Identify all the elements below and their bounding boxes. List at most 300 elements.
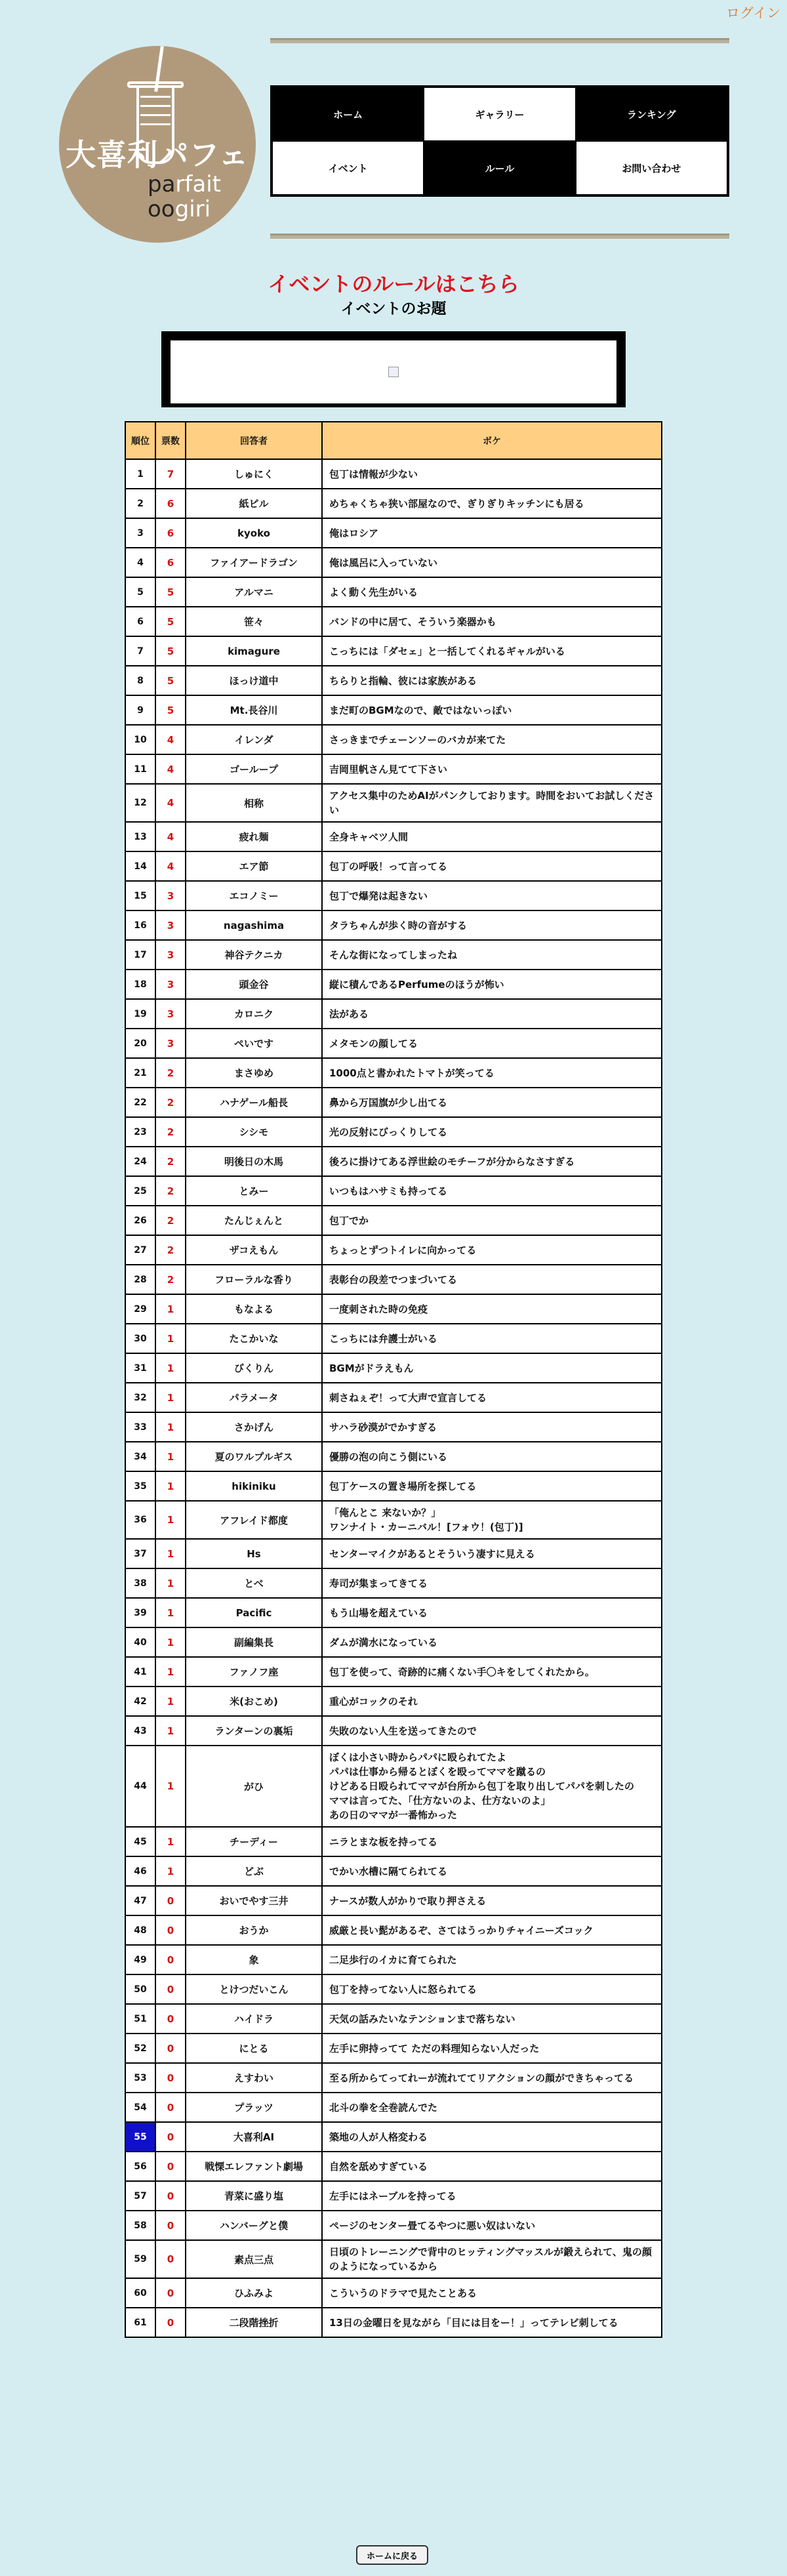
login-link[interactable]: ログイン xyxy=(726,5,780,21)
rank-cell: 12 xyxy=(125,784,155,822)
votes-cell: 1 xyxy=(155,1324,186,1353)
boke-cell: 日頃のトレーニングで背中のヒッティングマッスルが鍛えられて、鬼の顔のようになっているから xyxy=(322,2240,662,2278)
votes-cell: 1 xyxy=(155,1598,186,1627)
votes-cell: 1 xyxy=(155,1383,186,1412)
boke-cell: 北斗の拳を全巻読んでた xyxy=(322,2093,662,2122)
votes-cell: 0 xyxy=(155,2152,186,2181)
name-cell: チーディー xyxy=(186,1827,322,1856)
table-row xyxy=(125,636,662,666)
name-cell: にとる xyxy=(186,2034,322,2063)
boke-cell: こういうのドラマで見たことある xyxy=(322,2278,662,2308)
nav-ranking[interactable]: ランキング xyxy=(576,87,727,141)
table-row xyxy=(125,940,662,970)
name-cell: おいでやす三井 xyxy=(186,1886,322,1915)
boke-cell: BGMがドラえもん xyxy=(322,1353,662,1383)
back-home-button[interactable]: ホームに戻る xyxy=(356,2545,428,2565)
rank-cell: 6 xyxy=(125,607,155,636)
rank-cell: 16 xyxy=(125,910,155,940)
votes-cell: 4 xyxy=(155,784,186,822)
votes-cell: 1 xyxy=(155,1827,186,1856)
rank-cell: 15 xyxy=(125,881,155,910)
boke-cell: 優勝の泡の向こう側にいる xyxy=(322,1442,662,1471)
table-row xyxy=(125,784,662,822)
table-row xyxy=(125,1471,662,1501)
boke-cell: メタモンの顔してる xyxy=(322,1029,662,1058)
votes-cell: 0 xyxy=(155,2308,186,2337)
table-row xyxy=(125,1353,662,1383)
boke-cell: 表彰台の段差でつまづいてる xyxy=(322,1265,662,1294)
rank-cell: 4 xyxy=(125,548,155,577)
name-cell: えすわい xyxy=(186,2063,322,2093)
rank-cell: 3 xyxy=(125,518,155,548)
rank-cell: 25 xyxy=(125,1176,155,1206)
table-row xyxy=(125,1915,662,1945)
table-row xyxy=(125,2308,662,2337)
votes-cell: 1 xyxy=(155,1657,186,1687)
table-row xyxy=(125,725,662,754)
votes-cell: 2 xyxy=(155,1088,186,1117)
boke-cell: アクセス集中のためAIがパンクしております。時間をおいてお試しください xyxy=(322,784,662,822)
votes-cell: 5 xyxy=(155,695,186,725)
boke-cell: 寿司が集まってきてる xyxy=(322,1568,662,1598)
table-row xyxy=(125,1856,662,1886)
boke-cell: 一度刺された時の免疫 xyxy=(322,1294,662,1324)
boke-cell: 吉岡里帆さん見てて下さい xyxy=(322,754,662,784)
table-row xyxy=(125,2034,662,2063)
boke-cell: 法がある xyxy=(322,999,662,1029)
rank-cell: 17 xyxy=(125,940,155,970)
table-row xyxy=(125,1412,662,1442)
votes-cell: 1 xyxy=(155,1687,186,1716)
votes-cell: 4 xyxy=(155,851,186,881)
logo-sub-1a: pa xyxy=(148,171,176,197)
broken-image-icon xyxy=(388,367,399,377)
rank-cell: 51 xyxy=(125,2004,155,2034)
boke-cell: ちょっとずつトイレに向かってる xyxy=(322,1235,662,1265)
votes-cell: 0 xyxy=(155,2004,186,2034)
votes-cell: 3 xyxy=(155,881,186,910)
rank-cell: 34 xyxy=(125,1442,155,1471)
name-cell: 素点三点 xyxy=(186,2240,322,2278)
boke-cell: 左手に卵持ってて ただの料理知らない人だった xyxy=(322,2034,662,2063)
name-cell: たんじぇんと xyxy=(186,1206,322,1235)
rank-cell: 28 xyxy=(125,1265,155,1294)
boke-cell: ニラとまな板を持ってる xyxy=(322,1827,662,1856)
rank-cell: 7 xyxy=(125,636,155,666)
boke-cell: 至る所からてってれーが流れててリアクションの顔ができちゃってる xyxy=(322,2063,662,2093)
name-cell: kimagure xyxy=(186,636,322,666)
boke-cell: 包丁を持ってない人に怒られてる xyxy=(322,1974,662,2004)
divider-top xyxy=(270,38,729,43)
table-row xyxy=(125,2240,662,2278)
name-cell: 頭金谷 xyxy=(186,970,322,999)
name-cell: ハンバーグと僕 xyxy=(186,2211,322,2240)
votes-cell: 3 xyxy=(155,999,186,1029)
table-row xyxy=(125,2122,662,2152)
rank-cell: 40 xyxy=(125,1627,155,1657)
name-cell: 戦慄エレファント劇場 xyxy=(186,2152,322,2181)
name-cell: とみー xyxy=(186,1176,322,1206)
votes-cell: 0 xyxy=(155,2181,186,2211)
boke-cell: 重心がコックのそれ xyxy=(322,1687,662,1716)
votes-cell: 0 xyxy=(155,2034,186,2063)
boke-cell: 失敗のない人生を送ってきたので xyxy=(322,1716,662,1746)
table-row xyxy=(125,1206,662,1235)
rank-cell: 23 xyxy=(125,1117,155,1147)
name-cell: 副編集長 xyxy=(186,1627,322,1657)
rank-cell: 49 xyxy=(125,1945,155,1974)
table-row xyxy=(125,1176,662,1206)
votes-cell: 1 xyxy=(155,1353,186,1383)
boke-cell: 築地の人が人格変わる xyxy=(322,2122,662,2152)
name-cell: ひふみよ xyxy=(186,2278,322,2308)
table-row xyxy=(125,1442,662,1471)
rank-cell: 43 xyxy=(125,1716,155,1746)
name-cell: ザコえもん xyxy=(186,1235,322,1265)
rank-cell: 52 xyxy=(125,2034,155,2063)
rank-cell: 56 xyxy=(125,2152,155,2181)
boke-cell: 包丁でか xyxy=(322,1206,662,1235)
table-row xyxy=(125,1265,662,1294)
nav-rules[interactable]: ルール xyxy=(424,141,575,195)
votes-cell: 5 xyxy=(155,666,186,695)
name-cell: ぺいです xyxy=(186,1029,322,1058)
table-row xyxy=(125,607,662,636)
votes-cell: 1 xyxy=(155,1412,186,1442)
boke-cell: こっちには「ダセェ」と一括してくれるギャルがいる xyxy=(322,636,662,666)
boke-cell: こっちには弁護士がいる xyxy=(322,1324,662,1353)
votes-cell: 0 xyxy=(155,2278,186,2308)
name-cell: 明後日の木馬 xyxy=(186,1147,322,1176)
boke-cell: タラちゃんが歩く時の音がする xyxy=(322,910,662,940)
rank-cell: 58 xyxy=(125,2211,155,2240)
rank-cell: 53 xyxy=(125,2063,155,2093)
name-cell: アルマニ xyxy=(186,577,322,607)
rank-cell: 42 xyxy=(125,1687,155,1716)
boke-cell: 二足歩行のイカに育てられた xyxy=(322,1945,662,1974)
rank-cell: 26 xyxy=(125,1206,155,1235)
rank-cell: 37 xyxy=(125,1539,155,1568)
name-cell: がひ xyxy=(186,1746,322,1827)
rank-cell: 35 xyxy=(125,1471,155,1501)
name-cell: もなよる xyxy=(186,1294,322,1324)
votes-cell: 3 xyxy=(155,910,186,940)
name-cell: 夏のワルプルギス xyxy=(186,1442,322,1471)
rank-cell: 20 xyxy=(125,1029,155,1058)
site-logo[interactable] xyxy=(59,46,256,243)
votes-cell: 6 xyxy=(155,548,186,577)
table-row xyxy=(125,1117,662,1147)
table-row xyxy=(125,910,662,940)
table-row xyxy=(125,1598,662,1627)
boke-cell: 包丁で爆発は起きない xyxy=(322,881,662,910)
table-row xyxy=(125,1746,662,1827)
rank-cell: 18 xyxy=(125,970,155,999)
boke-cell: いつもはハサミも持ってる xyxy=(322,1176,662,1206)
table-row xyxy=(125,1324,662,1353)
boke-cell: 13日の金曜日を見ながら「目には目をー！」ってテレビ刺してる xyxy=(322,2308,662,2337)
table-row xyxy=(125,970,662,999)
table-row xyxy=(125,1657,662,1687)
boke-cell: サハラ砂漠がでかすぎる xyxy=(322,1412,662,1442)
rank-cell: 32 xyxy=(125,1383,155,1412)
votes-cell: 0 xyxy=(155,1915,186,1945)
name-cell: しゅにく xyxy=(186,459,322,489)
boke-cell: 自然を舐めすぎている xyxy=(322,2152,662,2181)
votes-cell: 1 xyxy=(155,1294,186,1324)
name-cell: たこかいな xyxy=(186,1324,322,1353)
name-cell: まさゆめ xyxy=(186,1058,322,1088)
name-cell: ハナゲール船長 xyxy=(186,1088,322,1117)
table-row xyxy=(125,2004,662,2034)
main-nav xyxy=(270,85,729,197)
boke-cell: 「俺んとこ 来ないか？」 ワンナイト・カーニバル！[フォウ！(包丁)] xyxy=(322,1501,662,1539)
boke-cell: 鼻から万国旗が少し出てる xyxy=(322,1088,662,1117)
votes-cell: 0 xyxy=(155,2122,186,2152)
votes-cell: 0 xyxy=(155,1886,186,1915)
name-cell: アフレイド都度 xyxy=(186,1501,322,1539)
rank-cell: 45 xyxy=(125,1827,155,1856)
table-row xyxy=(125,489,662,518)
votes-cell: 1 xyxy=(155,1471,186,1501)
header-votes: 票数 xyxy=(155,422,186,459)
votes-cell: 0 xyxy=(155,1974,186,2004)
logo-sub-1b: rfait xyxy=(175,171,221,197)
name-cell: とけつだいこん xyxy=(186,1974,322,2004)
rank-cell: 50 xyxy=(125,1974,155,2004)
name-cell: 神谷テクニカ xyxy=(186,940,322,970)
name-cell: エア節 xyxy=(186,851,322,881)
votes-cell: 1 xyxy=(155,1856,186,1886)
boke-cell: そんな街になってしまったね xyxy=(322,940,662,970)
votes-cell: 2 xyxy=(155,1147,186,1176)
votes-cell: 7 xyxy=(155,459,186,489)
name-cell: シシモ xyxy=(186,1117,322,1147)
rank-cell: 46 xyxy=(125,1856,155,1886)
name-cell: nagashima xyxy=(186,910,322,940)
event-rules-link[interactable]: イベントのルールはこちら xyxy=(268,272,519,296)
table-row xyxy=(125,1627,662,1657)
rank-cell: 21 xyxy=(125,1058,155,1088)
votes-cell: 0 xyxy=(155,2093,186,2122)
name-cell: hikiniku xyxy=(186,1471,322,1501)
rank-cell: 1 xyxy=(125,459,155,489)
nav-event[interactable]: イベント xyxy=(272,141,424,195)
rank-cell: 27 xyxy=(125,1235,155,1265)
table-row xyxy=(125,1568,662,1598)
votes-cell: 0 xyxy=(155,2211,186,2240)
votes-cell: 4 xyxy=(155,822,186,851)
rank-cell: 61 xyxy=(125,2308,155,2337)
name-cell: おうか xyxy=(186,1915,322,1945)
boke-cell: ちらりと指輪、彼には家族がある xyxy=(322,666,662,695)
rank-cell: 57 xyxy=(125,2181,155,2211)
name-cell: イレンダ xyxy=(186,725,322,754)
boke-cell: 光の反射にびっくりしてる xyxy=(322,1117,662,1147)
table-row xyxy=(125,2211,662,2240)
votes-cell: 2 xyxy=(155,1265,186,1294)
nav-gallery[interactable]: ギャラリー xyxy=(424,87,575,141)
table-row xyxy=(125,851,662,881)
rank-cell: 29 xyxy=(125,1294,155,1324)
name-cell: 相称 xyxy=(186,784,322,822)
votes-cell: 6 xyxy=(155,518,186,548)
name-cell: kyoko xyxy=(186,518,322,548)
boke-cell: ダムが満水になっている xyxy=(322,1627,662,1657)
rank-cell: 54 xyxy=(125,2093,155,2122)
boke-cell: 威厳と長い髭があるぞ、さてはうっかりチャイニーズコック xyxy=(322,1915,662,1945)
boke-cell: よく動く先生がいる xyxy=(322,577,662,607)
rank-cell: 5 xyxy=(125,577,155,607)
table-header-row xyxy=(125,422,662,459)
logo-sub-2a: oo xyxy=(148,196,175,222)
name-cell: とべ xyxy=(186,1568,322,1598)
boke-cell: 刺さねぇぞ！って大声で宣言してる xyxy=(322,1383,662,1412)
event-theme-heading: イベントのお題 xyxy=(340,300,447,317)
votes-cell: 2 xyxy=(155,1235,186,1265)
boke-cell: さっきまでチェーンソーのバカが来てた xyxy=(322,725,662,754)
table-row xyxy=(125,1147,662,1176)
table-row xyxy=(125,999,662,1029)
nav-contact[interactable]: お問い合わせ xyxy=(576,141,727,195)
name-cell: 二段階挫折 xyxy=(186,2308,322,2337)
votes-cell: 5 xyxy=(155,607,186,636)
name-cell: カロニク xyxy=(186,999,322,1029)
rank-cell: 19 xyxy=(125,999,155,1029)
rank-cell: 31 xyxy=(125,1353,155,1383)
name-cell: どぶ xyxy=(186,1856,322,1886)
votes-cell: 1 xyxy=(155,1568,186,1598)
name-cell: さかげん xyxy=(186,1412,322,1442)
rank-cell: 30 xyxy=(125,1324,155,1353)
boke-cell: まだ町のBGMなので、敵ではないっぽい xyxy=(322,695,662,725)
logo-title: 大喜利パフェ xyxy=(66,137,249,173)
boke-cell: 包丁を使って、奇跡的に痛くない手〇キをしてくれたから。 xyxy=(322,1657,662,1687)
boke-cell: もう山場を超えている xyxy=(322,1598,662,1627)
rank-cell: 41 xyxy=(125,1657,155,1687)
name-cell: ランターンの裏垢 xyxy=(186,1716,322,1746)
table-row xyxy=(125,1058,662,1088)
boke-cell: 左手にはネーブルを持ってる xyxy=(322,2181,662,2211)
table-row xyxy=(125,548,662,577)
votes-cell: 2 xyxy=(155,1206,186,1235)
table-row xyxy=(125,1088,662,1117)
table-row xyxy=(125,2093,662,2122)
rank-cell: 47 xyxy=(125,1886,155,1915)
boke-cell: 縦に積んであるPerfumeのほうが怖い xyxy=(322,970,662,999)
rank-cell: 60 xyxy=(125,2278,155,2308)
table-row xyxy=(125,2278,662,2308)
name-cell: 疲れ麺 xyxy=(186,822,322,851)
name-cell: フローラルな香り xyxy=(186,1265,322,1294)
name-cell: 紙ピル xyxy=(186,489,322,518)
table-row xyxy=(125,822,662,851)
rank-cell: 44 xyxy=(125,1746,155,1827)
boke-cell: 俺はロシア xyxy=(322,518,662,548)
votes-cell: 1 xyxy=(155,1501,186,1539)
votes-cell: 2 xyxy=(155,1117,186,1147)
votes-cell: 1 xyxy=(155,1716,186,1746)
table-row xyxy=(125,1886,662,1915)
table-row xyxy=(125,459,662,489)
rank-cell: 8 xyxy=(125,666,155,695)
rank-cell: 36 xyxy=(125,1501,155,1539)
ranking-table-body xyxy=(125,459,662,2337)
rank-cell: 10 xyxy=(125,725,155,754)
votes-cell: 1 xyxy=(155,1627,186,1657)
boke-cell: 包丁ケースの置き場所を探してる xyxy=(322,1471,662,1501)
votes-cell: 5 xyxy=(155,577,186,607)
rank-cell: 59 xyxy=(125,2240,155,2278)
table-row xyxy=(125,754,662,784)
boke-cell: ナースが数人がかりで取り押さえる xyxy=(322,1886,662,1915)
boke-cell: 俺は風呂に入っていない xyxy=(322,548,662,577)
header-rank: 順位 xyxy=(125,422,155,459)
table-row xyxy=(125,1539,662,1568)
boke-cell: 包丁は情報が少ない xyxy=(322,459,662,489)
rank-cell: 14 xyxy=(125,851,155,881)
votes-cell: 3 xyxy=(155,970,186,999)
boke-cell: 天気の話みたいなテンションまで落ちない xyxy=(322,2004,662,2034)
nav-home[interactable]: ホーム xyxy=(272,87,424,141)
name-cell: 青菜に盛り塩 xyxy=(186,2181,322,2211)
boke-cell: バンドの中に居て、そういう楽器かも xyxy=(322,607,662,636)
name-cell: ハイドラ xyxy=(186,2004,322,2034)
table-row xyxy=(125,1945,662,1974)
table-row xyxy=(125,1501,662,1539)
votes-cell: 2 xyxy=(155,1058,186,1088)
boke-cell: 包丁の呼吸！って言ってる xyxy=(322,851,662,881)
name-cell: ほっけ道中 xyxy=(186,666,322,695)
votes-cell: 6 xyxy=(155,489,186,518)
rank-cell: 22 xyxy=(125,1088,155,1117)
rank-cell: 11 xyxy=(125,754,155,784)
name-cell: 象 xyxy=(186,1945,322,1974)
boke-cell: 全身キャベツ人間 xyxy=(322,822,662,851)
name-cell: 米(おこめ) xyxy=(186,1687,322,1716)
table-row xyxy=(125,2181,662,2211)
table-row xyxy=(125,695,662,725)
table-row xyxy=(125,1383,662,1412)
table-row xyxy=(125,1716,662,1746)
name-cell: Mt.長谷川 xyxy=(186,695,322,725)
name-cell: ファノフ座 xyxy=(186,1657,322,1687)
ranking-table xyxy=(125,421,662,2338)
header-name: 回答者 xyxy=(186,422,322,459)
votes-cell: 1 xyxy=(155,1539,186,1568)
boke-cell: 1000点と書かれたトマトが笑ってる xyxy=(322,1058,662,1088)
rank-cell: 38 xyxy=(125,1568,155,1598)
header-boke: ボケ xyxy=(322,422,662,459)
name-cell: パラメータ xyxy=(186,1383,322,1412)
table-row xyxy=(125,666,662,695)
rank-cell: 13 xyxy=(125,822,155,851)
table-row xyxy=(125,1029,662,1058)
votes-cell: 2 xyxy=(155,1176,186,1206)
logo-subtitle xyxy=(148,172,246,222)
boke-cell: 後ろに掛けてある浮世絵のモチーフが分からなさすぎる xyxy=(322,1147,662,1176)
rank-cell: 24 xyxy=(125,1147,155,1176)
name-cell: ゴーループ xyxy=(186,754,322,784)
votes-cell: 0 xyxy=(155,2240,186,2278)
table-row xyxy=(125,881,662,910)
boke-cell: めちゃくちゃ狭い部屋なので、ぎりぎりキッチンにも居る xyxy=(322,489,662,518)
name-cell: ファイアードラゴン xyxy=(186,548,322,577)
boke-cell: でかい水槽に隔てられてる xyxy=(322,1856,662,1886)
name-cell: Pacific xyxy=(186,1598,322,1627)
name-cell: Hs xyxy=(186,1539,322,1568)
votes-cell: 1 xyxy=(155,1442,186,1471)
